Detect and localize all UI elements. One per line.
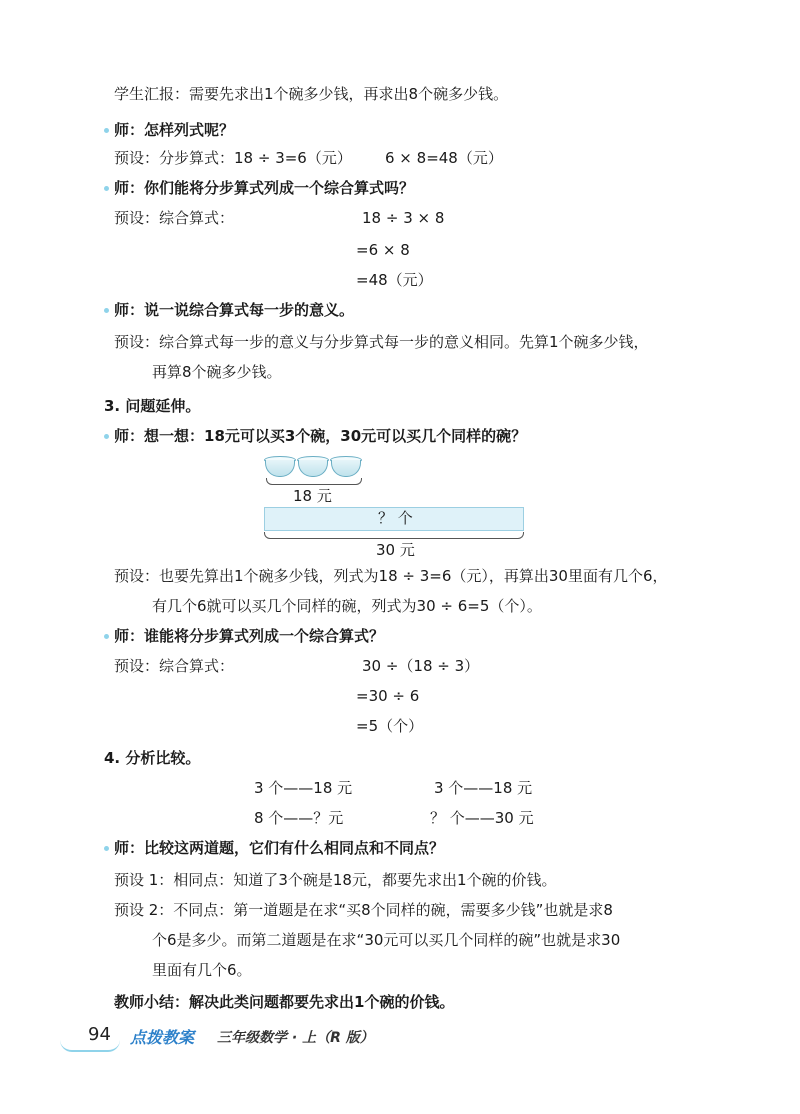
bullet-dot — [104, 846, 109, 851]
preset-stepwise-2: 6 × 8=48（元） — [385, 149, 503, 167]
combined-expr-5: =30 ÷ 6 — [356, 687, 420, 705]
bullet-dot — [104, 434, 109, 439]
teacher-summary: 教师小结：解决此类问题都要先求出1个碗的价钱。 — [114, 993, 455, 1011]
diagram-bar-label: ？ 个 — [378, 509, 413, 527]
preset-method: 预设：也要先算出1个碗多少钱，列式为18 ÷ 3=6（元），再算出30里面有几个6， — [114, 567, 668, 585]
teacher-question-4: 师：想一想：18元可以买3个碗，30元可以买几个同样的碗？ — [114, 427, 527, 445]
compare-a-line-2: 8 个——？元 — [254, 809, 344, 827]
preset-stepwise: 预设：分步算式：18 ÷ 3=6（元） — [114, 149, 352, 167]
section-3-heading: 3. 问题延伸。 — [104, 397, 201, 415]
combined-expr-4: 30 ÷（18 ÷ 3） — [362, 657, 480, 675]
bullet-dot — [104, 186, 109, 191]
preset-meaning-cont: 再算8个碗多少钱。 — [152, 363, 282, 381]
combined-expr-2: =6 × 8 — [356, 241, 410, 259]
teacher-question-5: 师：谁能将分步算式列成一个综合算式？ — [114, 627, 385, 645]
preset-combined-label: 预设：综合算式： — [114, 209, 235, 227]
student-report: 学生汇报：需要先求出1个碗多少钱，再求出8个碗多少钱。 — [114, 85, 509, 103]
book-title: 三年级数学 · 上（R 版） — [217, 1030, 374, 1046]
bullet-dot — [104, 128, 109, 133]
teacher-question-1: 师：怎样列式呢？ — [114, 121, 235, 139]
bowl-icon — [331, 460, 361, 477]
diagram-bottom-label: 30 元 — [376, 541, 415, 559]
compare-b-line-2: ？ 个——30 元 — [430, 809, 534, 827]
brace-top — [266, 478, 362, 485]
bowl-icon — [298, 460, 328, 477]
bullet-dot — [104, 634, 109, 639]
bullet-dot — [104, 308, 109, 313]
preset-2-cont-1: 个6是多少。而第二道题是在求“30元可以买几个同样的碗”也就是求30 — [152, 931, 621, 949]
preset-combined-label-2: 预设：综合算式： — [114, 657, 235, 675]
page-number: 94 — [88, 1024, 111, 1045]
brace-bottom — [264, 532, 524, 539]
teacher-question-6: 师：比较这两道题，它们有什么相同点和不同点？ — [114, 839, 445, 857]
section-4-heading: 4. 分析比较。 — [104, 749, 201, 767]
preset-method-cont: 有几个6就可以买几个同样的碗，列式为30 ÷ 6=5（个）。 — [152, 597, 542, 615]
combined-expr-1: 18 ÷ 3 × 8 — [362, 209, 445, 227]
combined-expr-6: =5（个） — [356, 717, 424, 735]
compare-b-line-1: 3 个——18 元 — [434, 779, 533, 797]
preset-2: 预设 2：不同点：第一道题是在求“买8个同样的碗，需要多少钱”也就是求8 — [114, 901, 613, 919]
series-logo: 点拨教案 — [130, 1028, 195, 1047]
diagram-top-label: 18 元 — [293, 487, 332, 505]
preset-meaning: 预设：综合算式每一步的意义与分步算式每一步的意义相同。先算1个碗多少钱， — [114, 333, 649, 351]
preset-1: 预设 1：相同点：知道了3个碗是18元，都要先求出1个碗的价钱。 — [114, 871, 557, 889]
bowl-icon — [265, 460, 295, 477]
teacher-question-2: 师：你们能将分步算式列成一个综合算式吗？ — [114, 179, 415, 197]
combined-expr-3: =48（元） — [356, 271, 433, 289]
compare-a-line-1: 3 个——18 元 — [254, 779, 353, 797]
preset-2-cont-2: 里面有几个6。 — [152, 961, 252, 979]
teacher-question-3: 师：说一说综合算式每一步的意义。 — [114, 301, 355, 319]
